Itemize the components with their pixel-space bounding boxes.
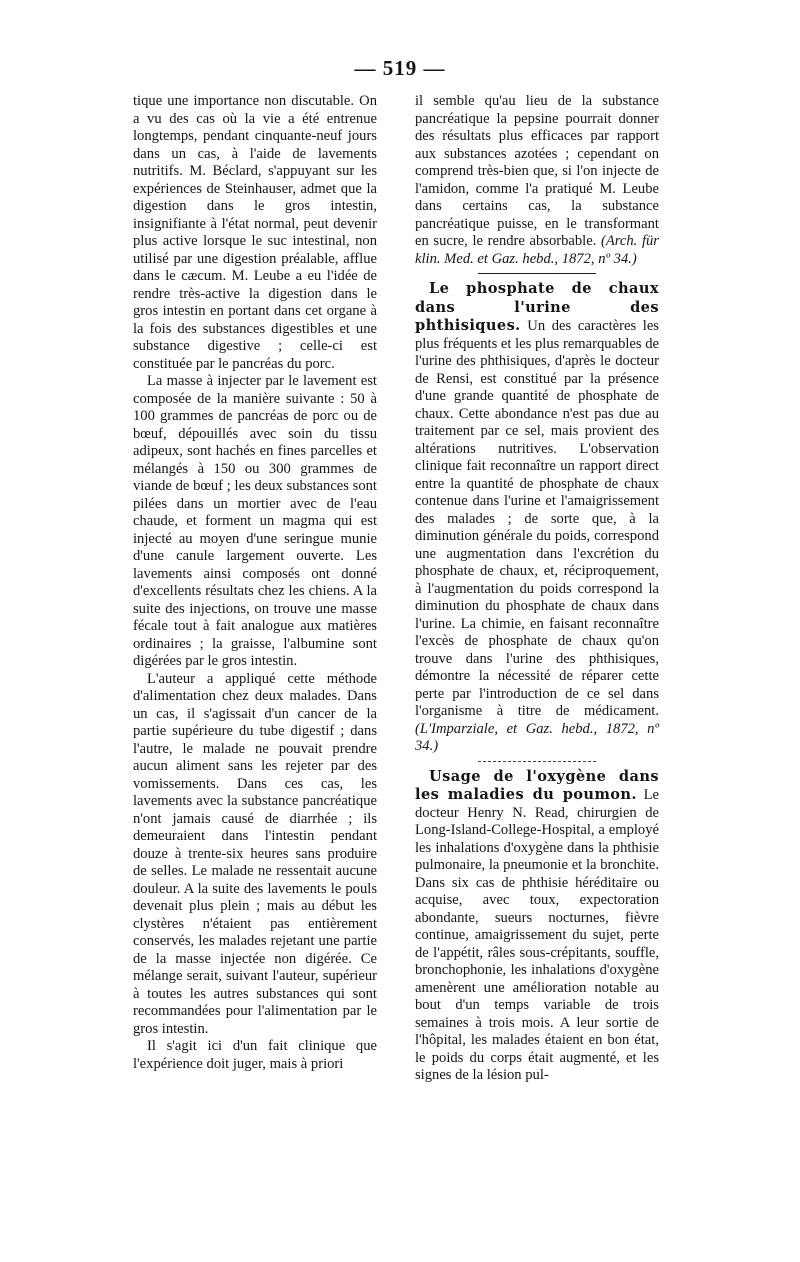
left-column bbox=[133, 93, 377, 1073]
section-heading: Le phosphate de chaux dans l'urine des phthisiques. bbox=[415, 280, 659, 334]
paragraph: La masse à injecter par le lavement est composée de la manière suivante : 50 à 100 grammes de pancréas de porc ou de bœuf, dépouillés avec soin du tissu adipeux, sont hachés en fines parcelles et mélangés à 150 ou 300 grammes de viande de bœuf ; les deux substances sont pilées dans un mortier avec de l'eau chaude, et forment un magma qui est injecté au moyen d'une seringue munie d'une canule largement ouverte. Les lavements ainsi composés ont donné d'excellents résultats chez les chiens. A la suite des injections, on trouve une masse fécale tout à fait analogue aux matières ordinaires ; la graisse, l'albumine sont digérées par le gros intestin. bbox=[133, 373, 377, 669]
article-paragraph bbox=[415, 768, 659, 1085]
citation: (Arch. für klin. Med. et Gaz. hebd., 1872, nº 34.) bbox=[415, 233, 659, 267]
section-heading: Usage de l'oxygène dans les maladies du poumon. bbox=[415, 767, 659, 803]
paragraph: L'auteur a appliqué cette méthode d'alimentation chez deux malades. Dans un cas, il s'agissait d'un cancer de la partie supérieure du tube digestif ; dans l'autre, le malade ne pouvait prendre aucun aliment sans les rejeter par des vomissements. Dans ces cas, les lavements avec la substance pancréatique n'ont jamais causé de diarrhée ; ils demeuraient dans l'intestin pendant douze à trente-six heures sans produire de selles. Le malade ne ressentait aucune douleur. A la suite des lavements le pouls devenait plus plein ; mais au début les clystères n'étaient pas entièrement conservés, les malades rejetant une partie de la masse injectée non digérée. Ce mélange serait, suivant l'auteur, supérieur à toutes les autres substances qui sont recommandées pour l'alimentation par le gros intestin. bbox=[133, 670, 377, 1037]
right-column bbox=[415, 93, 659, 1085]
section-divider bbox=[478, 273, 596, 274]
section-divider bbox=[478, 761, 596, 762]
article-text: Le docteur Henry N. Read, chirurgien de Long-Island-College-Hospital, a employé les inhalations d'oxygène dans la phthisie pulmonaire, la pneumonie et la bronchite. Dans six cas de phthisie héréditaire ou acquise, avec toux, expectoration abondante, sueurs nocturnes, fièvre continue, amaigrissement du sujet, perte de l'appétit, râles sous-crépitants, souffle, bronchophonie, les inhalations d'oxygène amenèrent une amélioration notable au bout d'un temps variable de trois semaines à trois mois. A leur sortie de l'hôpital, les malades étaient en bon état, le poids du corps était augmenté, et les signes de la lésion pul- bbox=[415, 787, 659, 1083]
page-number: — 519 — bbox=[354, 56, 446, 80]
citation: (L'Imparziale, et Gaz. hebd., 1872, nº 34.) bbox=[415, 720, 659, 754]
article-paragraph bbox=[415, 280, 659, 756]
paragraph bbox=[415, 93, 659, 268]
paragraph: Il s'agit ici d'un fait clinique que l'expérience doit juger, mais à priori bbox=[133, 1038, 377, 1072]
paragraph-text: il semble qu'au lieu de la substance pancréatique la pepsine pourrait donner des résultats plus efficaces par rapport aux substances azotées ; cependant on comprend très-bien que, si l'on injecte de l'amidon, comme l'a pratiqué M. Leube dans certains cas, la substance pancréatique puisse, en le transformant en sucre, le rendre absorbable. bbox=[415, 93, 659, 249]
paragraph: tique une importance non discutable. On a vu des cas où la vie a été entrenue longtemps, pendant cinquante-neuf jours dans un cas, à l'aide de lavements nutritifs. M. Béclard, s'appuyant sur les expériences de Steinhauser, admet que la digestion dans le gros intestin, insignifiante à l'état normal, peut devenir plus active lorsque le suc intestinal, non utilisé par une digestion préalable, afflue dans le cæcum. M. Leube a eu l'idée de rendre très-active la digestion dans le gros intestin en portant dans cet organe à la fois des substances digestibles et une substance digestive ; celle-ci est constituée par le pancréas du porc. bbox=[133, 93, 377, 372]
article-text: Un des caractères les plus fréquents et les plus remarquables de l'urine des phthisiques, d'après le docteur de Rensi, est constitué par la présence d'une grande quantité de phosphate de chaux. Cette abondance n'est pas due au traitement par ce sel, mais provient des altérations nutritives. L'observation clinique fait reconnaître un rapport direct entre la quantité de phosphate de chaux contenue dans l'urine et l'amaigrissement des malades ; de sorte que, à la diminution générale du poids, correspond une augmentation dans l'excrétion du phosphate de chaux, et, réciproquement, à l'augmentation du poids correspond la diminution du phosphate de chaux dans l'urine. La chimie, en faisant reconnaître l'excès de phosphate de chaux qu'on trouve dans l'urine des phthisiques, démontre la nécessité de réparer cette perte par l'introduction de ce sel dans l'organisme à titre de médicament. bbox=[415, 318, 659, 719]
